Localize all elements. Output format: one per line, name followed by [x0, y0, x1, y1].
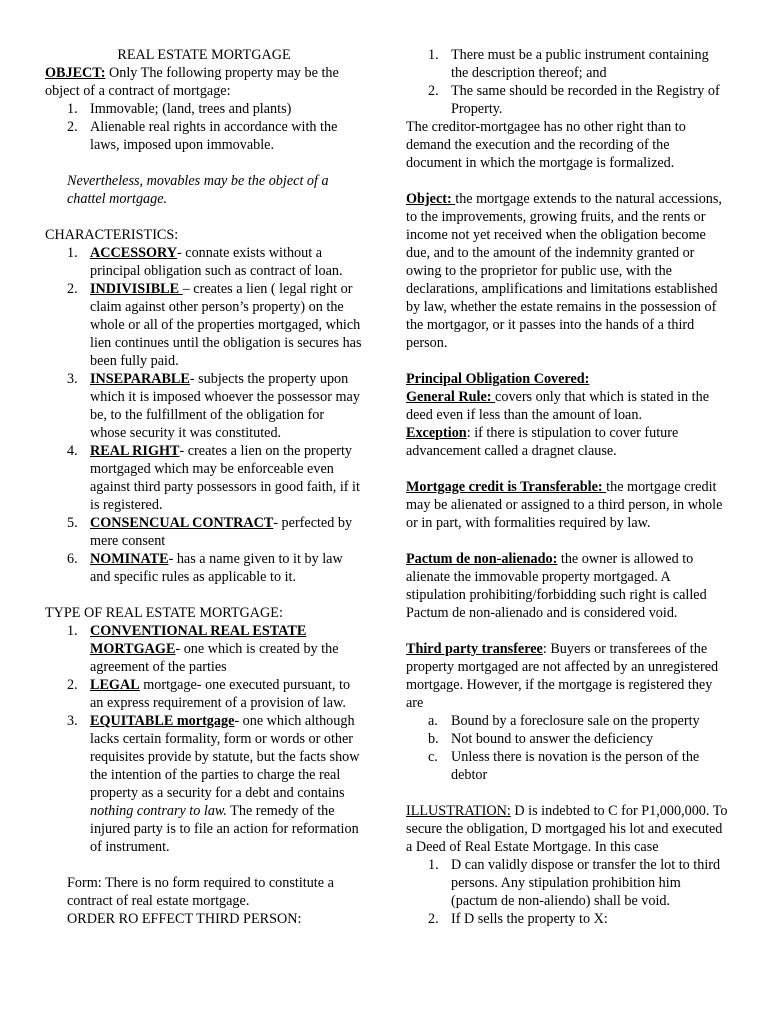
list-item: 3. EQUITABLE mortgage- one which although lacks certain formality, form or words or other requisites provide by statute, but the facts show the intention of the parties to charge the real property as a security for a debt and contains nothing contrary to law. The remedy of the injured party is to file an action for reformation of instrument. [67, 713, 360, 855]
list-item: 1. There must be a public instrument containing the description thereof; and [428, 47, 709, 81]
third-party-paragraph: Third party transferee: Buyers or transferees of the property mortgaged are not affected by an unregistered mortgage. However, if the mortgage is registered they are [406, 641, 719, 711]
characteristics-heading: CHARACTERISTICS: [45, 227, 179, 243]
list-item: 1. CONVENTIONAL REAL ESTATE MORTGAGE- one which is created by the agreement of the parties [67, 623, 339, 675]
types-heading: TYPE OF REAL ESTATE MORTGAGE: [45, 605, 283, 621]
illustration-paragraph: ILLUSTRATION: D is indebted to C for P1,000,000. To secure the obligation, D mortgaged his lot and executed a Deed of Real Estate Mortgage. In this case [406, 803, 728, 855]
illustration-list [406, 856, 728, 928]
list-item: 1. ACCESSORY- connate exists without a principal obligation such as contract of loan. [67, 245, 343, 279]
object-list [45, 100, 363, 154]
movables-note: Nevertheless, movables may be the object of a chattel mortgage. [67, 173, 329, 207]
list-item: a. Bound by a foreclosure sale on the property [428, 713, 700, 729]
order-heading: ORDER RO EFFECT THIRD PERSON: [67, 911, 302, 927]
types-list [45, 622, 363, 856]
pactum-paragraph: Pactum de non-alienado: the owner is allowed to alienate the immovable property mortgaged. A stipulation prohibiting/forbidding such right is called Pactum de non-alienado and is considered void. [406, 551, 707, 621]
order-list [406, 46, 728, 118]
list-item: 6. NOMINATE- has a name given to it by law and specific rules as applicable to it. [67, 551, 343, 585]
list-item: c. Unless there is novation is the person of the debtor [428, 749, 700, 783]
list-item: 2. INDIVISIBLE – creates a lien ( legal right or claim against other person’s property) on the whole or all of the properties mortgaged, which lien continues until the obligation is secures has been fully paid. [67, 281, 362, 369]
right-column [406, 46, 728, 928]
list-item: b. Not bound to answer the deficiency [428, 731, 654, 747]
transferable-paragraph: Mortgage credit is Transferable: the mortgage credit may be alienated or assigned to a third person, in whole or in part, with formalities required by law. [406, 479, 723, 531]
list-item: 4. REAL RIGHT- creates a lien on the property mortgaged which may be enforceable even against third party possessors in good faith, if it is registered. [67, 443, 360, 513]
object-extends-paragraph: Object: the mortgage extends to the natural accessions, to the improvements, growing fruits, and the rents or income not yet received when the obligation become due, and to the amount of the indemnity granted or owing to the proprietor for public use, with the declarations, amplifications and limitations established by law, whether the estate remains in the possession of the mortgagor, or it passes into the hands of a third person. [406, 191, 722, 351]
principal-obligation-heading: Principal Obligation Covered: [406, 371, 590, 387]
list-item: 1. D can validly dispose or transfer the lot to third persons. Any stipulation prohibition him (pactum de non-aliendo) shall be void. [428, 857, 721, 909]
exception-paragraph: Exception: if there is stipulation to cover future advancement called a dragnet clause. [406, 425, 679, 459]
list-item: 3. INSEPARABLE- subjects the property upon which it is imposed whoever the possessor may be, to the fulfillment of the obligation for whose security it was constituted. [67, 371, 360, 441]
list-item: 2. LEGAL mortgage- one executed pursuant, to an express requirement of a provision of law. [67, 677, 351, 711]
general-rule-paragraph: General Rule: covers only that which is stated in the deed even if less than the amount of loan. [406, 389, 709, 423]
creditor-paragraph: The creditor-mortgagee has no other right than to demand the execution and the recording of the document in which the mortgage is formalized. [406, 119, 686, 171]
list-item: 2. Alienable real rights in accordance with the laws, imposed upon immovable. [67, 119, 338, 153]
list-item: 1. Immovable; (land, trees and plants) [67, 101, 292, 117]
characteristics-list [45, 244, 363, 586]
object-heading: OBJECT: [45, 65, 106, 81]
document-title: REAL ESTATE MORTGAGE [117, 47, 291, 63]
list-item: 2. If D sells the property to X: [428, 911, 608, 927]
object-paragraph: OBJECT: Only The following property may be the object of a contract of mortgage: [45, 65, 339, 99]
third-party-list [406, 712, 728, 784]
list-item: 5. CONSENCUAL CONTRACT- perfected by mere consent [67, 515, 353, 549]
list-item: 2. The same should be recorded in the Registry of Property. [428, 83, 720, 117]
form-paragraph: Form: There is no form required to constitute a contract of real estate mortgage. [67, 875, 334, 909]
left-column [45, 46, 363, 928]
